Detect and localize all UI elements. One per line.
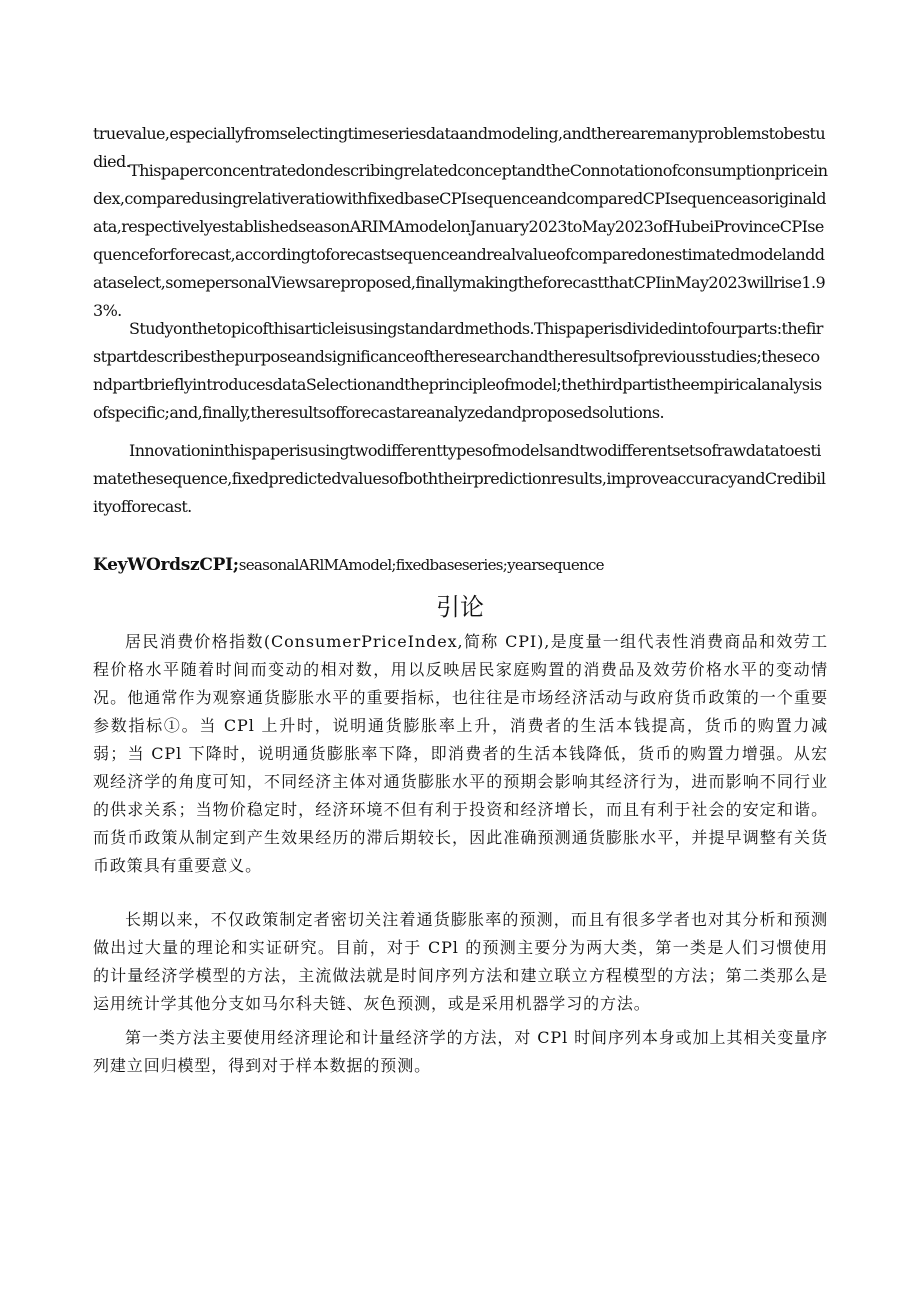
abstract-paragraph-2: ThispaperconcentratedondescribingrelatedconceptandtheConnotationofconsumptionpriceindex,comparedusingrelativeratiowithfixedbaseCPIsequenceandcomparedCPIsequenceasoriginaldata,respectivelyestablishedseasonARIMAmodelonJanuary2023toMay2023ofHubeiProvinceCPIsequenceforforecast,accordingtoforecastsequenceandrealvalueofcomparedonestimatedmodelanddataselect,somepersonalViewsareproposed,finallymakingtheforecastthatCPIinMay2023willrise1.93%. bbox=[93, 161, 828, 320]
abstract-paragraph-4: Innovationinthispaperisusingtwodifferenttypesofmodelsandtwodifferentsetsofrawdatatoestimatethesequence,fixedpredictedvaluesofboththeirpredictionresults,improveaccuracyandCredibilityofforecast. bbox=[93, 441, 826, 516]
intro-paragraph-3: 第一类方法主要使用经济理论和计量经济学的方法，对 CPl 时间序列本身或加上其相关变量序列建立回归模型，得到对于样本数据的预测。 bbox=[93, 1028, 828, 1075]
abstract-paragraph-3: Studyonthetopicofthisarticleisusingstandardmethods.Thispaperisdividedintofourparts:thefirstpartdescribesthepurposeandsignificanceoftheresearchandtheresultsofpreviousstudies;thesecondpartbrieflyintroducesdataSelectionandtheprincipleofmodel;thethirdpartistheempiricalanalysisofspecific;and,finally,theresultsofforecastareanalyzedandproposedsolutions. bbox=[93, 319, 823, 422]
intro-paragraph-2: 长期以来，不仅政策制定者密切关注着通货膨胀率的预测，而且有很多学者也对其分析和预测做出过大量的理论和实证研究。目前，对于 CPl 的预测主要分为两大类，第一类是人们习惯使用的计量经济学模型的方法，主流做法就是时间序列方法和建立联立方程模型的方法；第二类那么是运用统计学其他分支如马尔科夫链、灰色预测，或是采用机器学习的方法。 bbox=[93, 910, 828, 1013]
abstract-paragraph-1: truevalue,especiallyfromselectingtimeseriesdataandmodeling,andtherearemanyproblemstobestudied. bbox=[93, 124, 826, 171]
keywords-text: seasonalARlMAmodel;fixedbaseseries;yearsequence bbox=[238, 556, 604, 574]
section-heading: 引论 bbox=[436, 593, 484, 621]
intro-paragraph-1: 居民消费价格指数(ConsumerPriceIndex,简称 CPI),是度量一组代表性消费商品和效劳工程价格水平随着时间而变动的相对数，用以反映居民家庭购置的消费品及效劳价格水平的变动情况。他通常作为观察通货膨胀水平的重要指标，也往往是市场经济活动与政府货币政策的一个重要参数指标①。当 CPl 上升时，说明通货膨胀率上升，消费者的生活本钱提高，货币的购置力减弱；当 CPl 下降时，说明通货膨胀率下降，即消费者的生活本钱降低，货币的购置力增强。从宏观经济学的角度可知，不同经济主体对通货膨胀水平的预期会影响其经济行为，进而影响不同行业的供求关系；当物价稳定时，经济环境不但有利于投资和经济增长，而且有利于社会的安定和谐。而货币政策从制定到产生效果经历的滞后期较长，因此准确预测通货膨胀水平，并提早调整有关货币政策具有重要意义。 bbox=[93, 632, 828, 875]
keywords-label: KeyWOrdszCPI; bbox=[93, 555, 239, 575]
keywords-line bbox=[93, 551, 828, 579]
